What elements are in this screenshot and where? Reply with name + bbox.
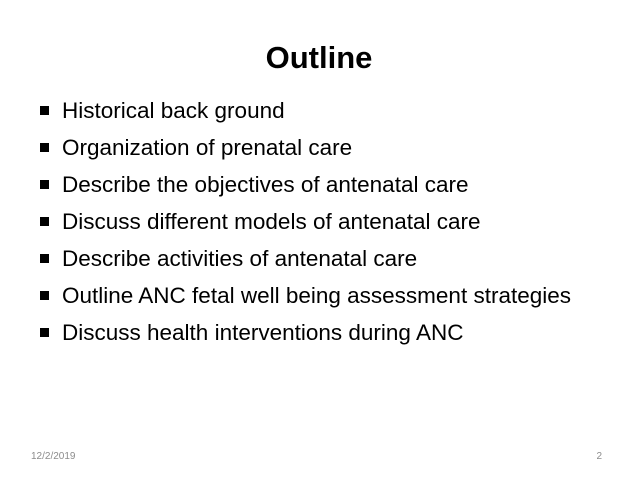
bullet-item	[40, 171, 600, 198]
square-bullet-icon	[40, 291, 49, 300]
square-bullet-icon	[40, 254, 49, 263]
bullet-text: Historical back ground	[62, 98, 285, 123]
bullet-text: Outline ANC fetal well being assessment strategies	[62, 283, 571, 308]
square-bullet-icon	[40, 217, 49, 226]
bullet-item	[40, 97, 600, 124]
square-bullet-icon	[40, 328, 49, 337]
bullet-item	[40, 134, 600, 161]
bullet-list	[40, 97, 600, 356]
bullet-item	[40, 282, 600, 309]
footer-page-number: 2	[596, 451, 602, 462]
bullet-text: Discuss health interventions during ANC	[62, 320, 464, 345]
bullet-text: Discuss different models of antenatal care	[62, 209, 481, 234]
bullet-item	[40, 208, 600, 235]
square-bullet-icon	[40, 106, 49, 115]
bullet-item	[40, 245, 600, 272]
square-bullet-icon	[40, 180, 49, 189]
bullet-text: Describe activities of antenatal care	[62, 246, 418, 271]
bullet-text: Describe the objectives of antenatal care	[62, 172, 469, 197]
slide-title: Outline	[265, 40, 373, 75]
bullet-item	[40, 319, 600, 346]
square-bullet-icon	[40, 143, 49, 152]
bullet-text: Organization of prenatal care	[62, 135, 353, 160]
footer-date: 12/2/2019	[31, 451, 76, 462]
